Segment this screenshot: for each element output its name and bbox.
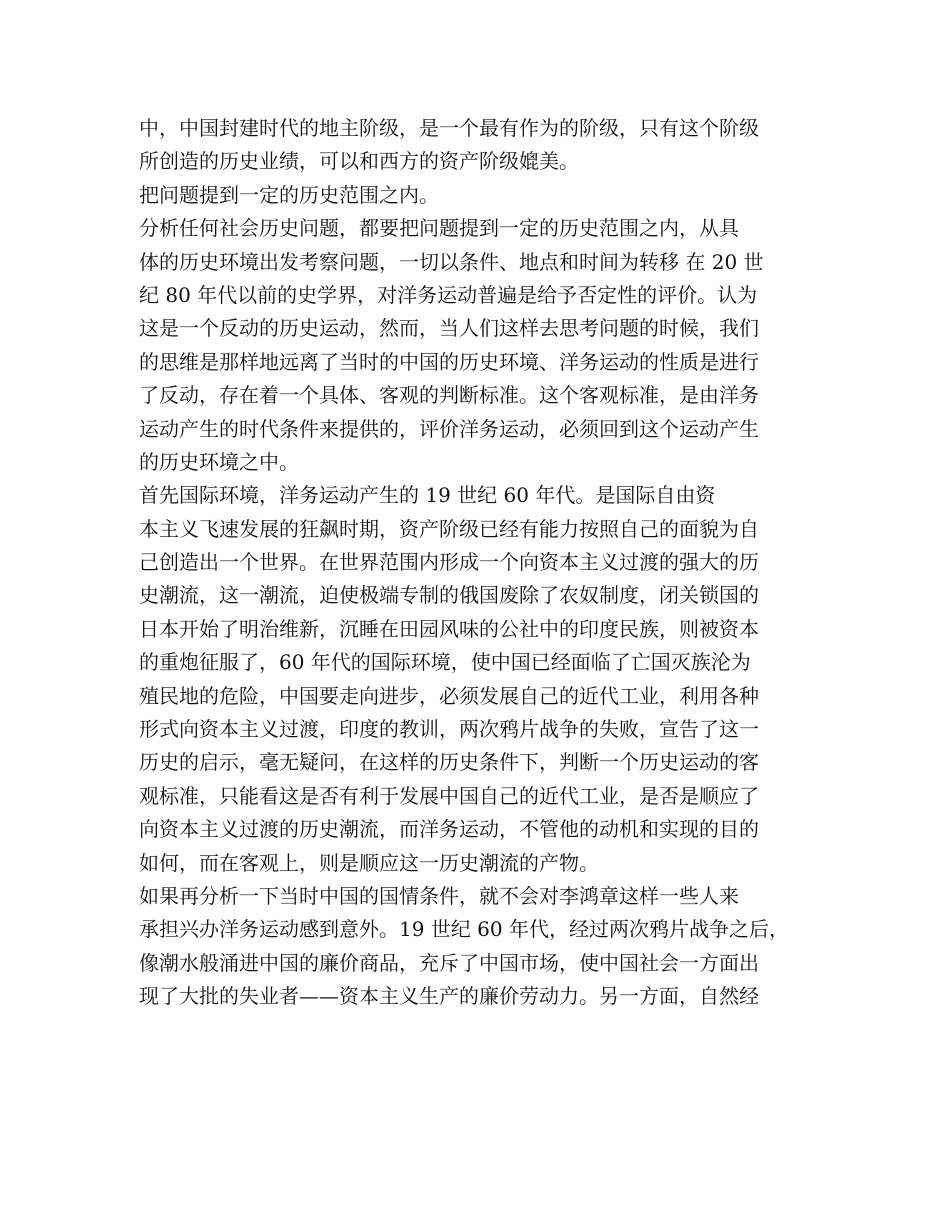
text-line: 形式向资本主义过渡，印度的教训，两次鸦片战争的失败，宣告了这一 xyxy=(139,717,759,742)
text-line: 所创造的历史业绩，可以和西方的资产阶级媲美。 xyxy=(139,149,579,174)
text-line: 首先国际环境，洋务运动产生的 19 世纪 60 年代。是国际自由资 xyxy=(139,483,716,508)
body-text xyxy=(139,112,819,1014)
text-line: 的思维是那样地远离了当时的中国的历史环境、洋务运动的性质是进行 xyxy=(139,349,759,374)
text-line: 把问题提到一定的历史范围之内。 xyxy=(139,182,439,207)
text-line: 运动产生的时代条件来提供的，评价洋务运动，必须回到这个运动产生 xyxy=(139,416,759,441)
text-line: 了反动，存在着一个具体、客观的判断标准。这个客观标准，是由洋务 xyxy=(139,383,759,408)
text-line: 的重炮征服了，60 年代的国际环境，使中国已经面临了亡国灭族沦为 xyxy=(139,650,751,675)
text-line: 纪 80 年代以前的史学界，对洋务运动普遍是给予否定性的评价。认为 xyxy=(139,282,758,307)
text-line: 日本开始了明治维新，沉睡在田园风味的公社中的印度民族，则被资本 xyxy=(139,616,759,641)
text-line: 如何，而在客观上，则是顺应这一历史潮流的产物。 xyxy=(139,850,599,875)
text-line: 向资本主义过渡的历史潮流，而洋务运动，不管他的动机和实现的目的 xyxy=(139,817,759,842)
text-line: 历史的启示，毫无疑问，在这样的历史条件下，判断一个历史运动的客 xyxy=(139,750,759,775)
text-line: 分析任何社会历史问题，都要把问题提到一定的历史范围之内，从具 xyxy=(139,216,739,241)
text-line: 像潮水般涌进中国的廉价商品，充斥了中国市场，使中国社会一方面出 xyxy=(139,950,759,975)
text-line: 殖民地的危险，中国要走向进步，必须发展自己的近代工业，利用各种 xyxy=(139,683,759,708)
text-line: 承担兴办洋务运动感到意外。19 世纪 60 年代，经过两次鸦片战争之后， xyxy=(139,917,789,942)
text-line: 史潮流，这一潮流，迫使极端专制的俄国废除了农奴制度，闭关锁国的 xyxy=(139,583,759,608)
text-line: 观标准，只能看这是否有利于发展中国自己的近代工业，是否是顺应了 xyxy=(139,783,759,808)
text-line: 己创造出一个世界。在世界范围内形成一个向资本主义过渡的强大的历 xyxy=(139,550,759,575)
text-line: 的历史环境之中。 xyxy=(139,449,299,474)
text-line: 如果再分析一下当时中国的国情条件，就不会对李鸿章这样一些人来 xyxy=(139,883,739,908)
text-line: 现了大批的失业者——资本主义生产的廉价劳动力。另一方面，自然经 xyxy=(139,984,759,1009)
text-line: 这是一个反动的历史运动，然而，当人们这样去思考问题的时候，我们 xyxy=(139,316,759,341)
text-line: 中，中国封建时代的地主阶级，是一个最有作为的阶级，只有这个阶级 xyxy=(139,116,759,140)
text-line: 本主义飞速发展的狂飙时期，资产阶级已经有能力按照自己的面貌为自 xyxy=(139,516,759,541)
text-line: 体的历史环境出发考察问题，一切以条件、地点和时间为转移 在 20 世 xyxy=(139,249,764,274)
